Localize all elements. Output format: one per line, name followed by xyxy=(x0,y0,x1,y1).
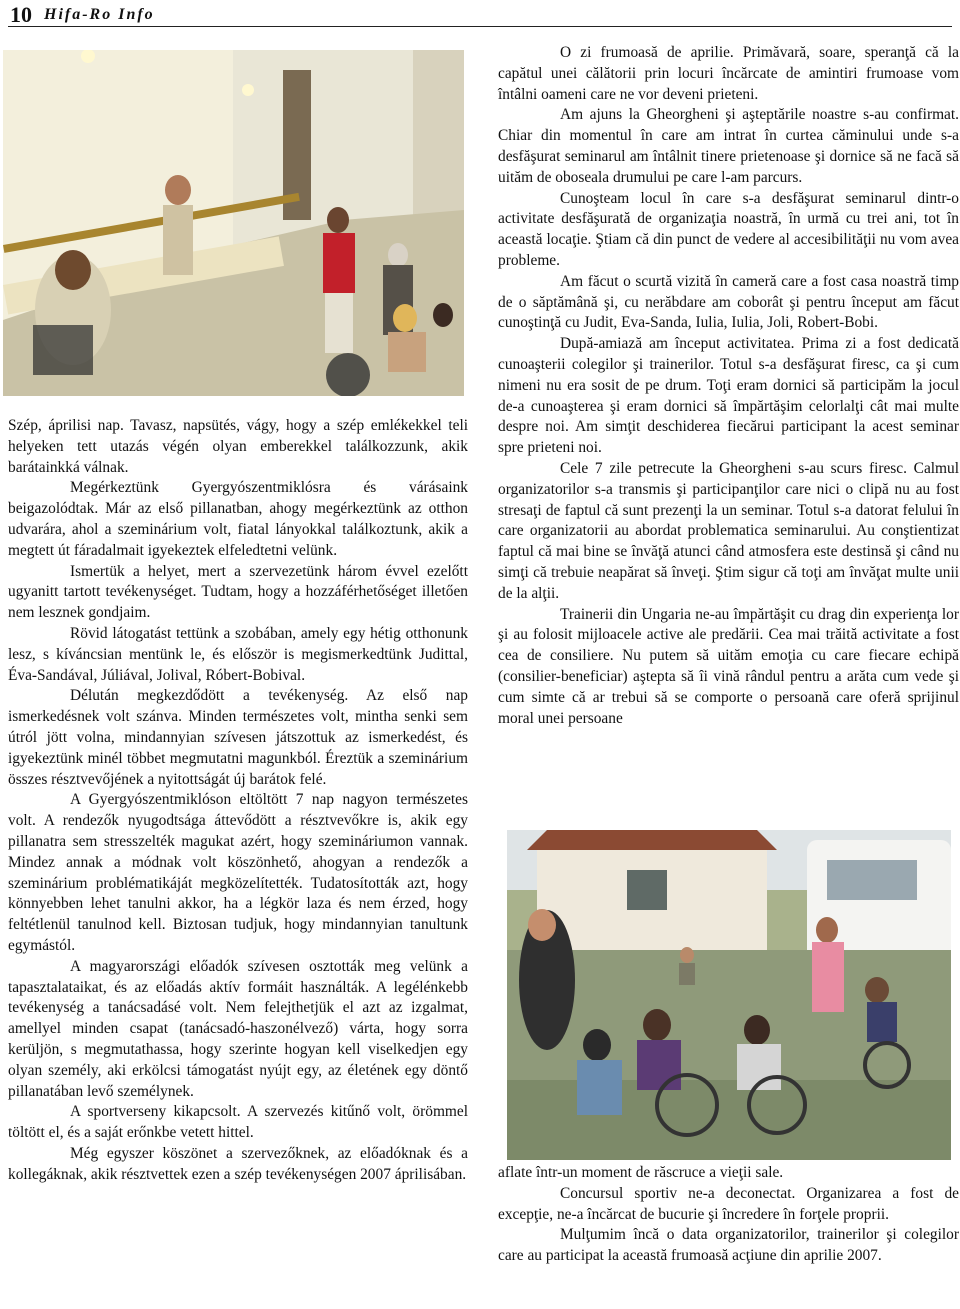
paragraph: Délután megkezdődött a tevékenység. Az első nap ismerkedésnek volt szánva. Minden természetes volt, mintha senki sem útról jött volna, mindannyian szívesen játszottuk az ismerkedést, és igyekeztünk minél többet megmutatni magunkból. Éreztük a szeminárium összes résztvevőjének a nyitottságát új barátok felé. xyxy=(8,687,468,788)
photo-outdoor-group-image xyxy=(507,830,951,1160)
paragraph: Szép, áprilisi nap. Tavasz, napsütés, vágy, hogy a szép emlékekkel teli helyeken tett utazás végén olyan emberekkel találkozzunk, akik barátainkká válnak. xyxy=(8,417,468,476)
page-number: 10 xyxy=(10,2,32,27)
paragraph: Concursul sportiv ne-a deconectat. Organizarea a fost de excepţie, ne-a încărcat de bucurie şi încredere în forţele proprii. xyxy=(498,1184,959,1223)
paragraph: Rövid látogatást tettünk a szobában, amely egy hétig otthonunk lesz, s kíváncsian mentünk le, és először is megismerkedtünk Judittal, Éva-Sandával, Júliával, Jolival, Róbert-Bobival. xyxy=(8,624,468,684)
paragraph: A Gyergyószentmiklóson eltöltött 7 nap nagyon természetes volt. A rendezők nyugodtsága áttevődött a résztvevőkre is, akik egy pillanatra sem stresszelték magukat azért, hogy szemináriumon vannak. Mindez annak a módnak volt köszönhető, ahogyan a rendezők a szeminárium problématikáját megközelítették. Tudatosították azt, hogy könnyebben lehet tanulni akkor, ha a légkör laza és nem érzed, hogy feltétlenül tanulnod kell. Biztosan tudjuk, hogy mindannyian tanultunk egymástól. xyxy=(8,791,468,954)
paragraph: Megérkeztünk Gyergyószentmiklósra és várásaink beigazolódtak. Már az első pillanatban, ahogy megérkeztünk az otthon udvarára, ahol a szeminárium volt, fiatal lányokkal találkoztunk, akik a megtett út fáradalmait igyekeztek elfeledtetni velünk. xyxy=(8,479,468,559)
hungarian-article-column xyxy=(8,416,468,1185)
romanian-article-column-top xyxy=(498,43,959,729)
photo-indoor-group xyxy=(3,50,464,396)
paragraph: Cunoşteam locul în care s-a desfăşurat seminarul dintr-o activitate desfăşurată de organizaţia noastră, în urmă cu trei ani, tot în această locaţie. Ştiam că din punct de vedere al accesibilităţii nu vom avea probleme. xyxy=(498,189,959,269)
paragraph: A magyarországi előadók szívesen osztották meg velünk a tapasztalataikat, és az előadás aktív formáit használták. A legélénkebb tevékenység a tanácsadásé volt. Nem felejthetjük el azt az izgalmat, amellyel minden csapat (tanácsadó-haszonélvező) várta, hogy sorra kerüljön, s megmutathassa, hogy szerinte hogyan kell viselkedjen egy olyan személy, aki erkölcsi támogatást nyújt egy, az életének egy döntő pillanatában levő személynek. xyxy=(8,957,468,1100)
paragraph: O zi frumoasă de aprilie. Primăvară, soare, speranţă că la capătul unei călătorii prin locuri încărcate de amintiri frumoase vom întâlni oameni care ne vor deveni prieteni. xyxy=(498,44,959,103)
photo-indoor-group-image xyxy=(3,50,464,396)
romanian-article-column-bottom xyxy=(498,1163,959,1267)
paragraph: Mulţumim încă o data organizatorilor, trainerilor şi colegilor care au participat la această frumoasă acţiune din aprilie 2007. xyxy=(498,1226,959,1265)
paragraph: Am ajuns la Gheorgheni şi aşteptările noastre s-au confirmat. Chiar din momentul în care am intrat în curtea căminului unde s-a desfăşurat seminarul am întâlnit tinere prietenoase şi dornice să ne facă să uităm de oboseala drumului pe care l-am parcurs. xyxy=(498,106,959,186)
paragraph: Még egyszer köszönet a szervezőknek, az előadóknak és a kollegáknak, akik résztvettek ezen a szép tevékenységen 2007 áprilisában. xyxy=(8,1144,468,1183)
page-header xyxy=(8,0,952,27)
paragraph: Cele 7 zile petrecute la Gheorgheni s-au scurs firesc. Calmul organizatorilor s-a transmis şi participanţilor care nici o clipă nu au fost stresaţi de faptul că sunt prezenţi la un seminar. Totul s-a datorat felului în care organizatorii au abordat problematica seminarului. Au conştientizat faptul că mai bine se învăţă atunci când atmosfera este destinsă şi când nu simţi că trebuie neapărat să înveţi. Ştim sigur că toţi am învăţat multe unii de la alţii. xyxy=(498,459,959,602)
publication-title: Hifa-Ro Info xyxy=(44,6,155,23)
paragraph: Ismertük a helyet, mert a szervezetünk három évvel ezelőtt ugyanitt tartott tevékenységet. Tudtam, hogy a hozzáférhetőséget illetően nem lesznek gondjaim. xyxy=(8,562,468,622)
paragraph: Am făcut o scurtă vizită în cameră care a fost casa noastră timp de o săptămână şi, cu nerăbdare am coborât şi pentru început am făcut cunoştinţă cu Judit, Eva-Sanda, Iulia, Iulia, Joli, Robert-Bobi. xyxy=(498,272,959,332)
paragraph: Trainerii din Ungaria ne-au împărtăşit cu drag din experienţa lor şi au folosit mijloacele active ale predării. Cea mai trăită activitate a fost cea de consiliere. Nu putem să uităm emoţia cu care fiecare echipă (consilier-beneficiar) aştepta să îi vină rândul pentru a arăta cum vede şi cum simte că ar trebui să se comporte o persoană care oferă sprijinul moral unei persoane xyxy=(498,605,959,727)
paragraph: După-amiază am început activitatea. Prima zi a fost dedicată cunoaşterii colegilor şi trainerilor. Totul s-a desfăşurat firesc, ca şi cum nimeni nu era sosit de pe drum. Toţi eram dornici să participăm la jocul de-a cunoaşterea şi eram dornici să împărtăşim celorlalţi cât mai multe despre noi. Am simţit deschiderea fiecărui participant la acest seminar spre prieteni noi. xyxy=(498,335,959,457)
photo-outdoor-group xyxy=(507,830,951,1160)
paragraph: aflate într-un moment de răscruce a vieţii sale. xyxy=(498,1164,784,1181)
paragraph: A sportverseny kikapcsolt. A szervezés kitűnő volt, örömmel töltött el, és a saját erőnkbe vetett hittel. xyxy=(8,1103,468,1142)
